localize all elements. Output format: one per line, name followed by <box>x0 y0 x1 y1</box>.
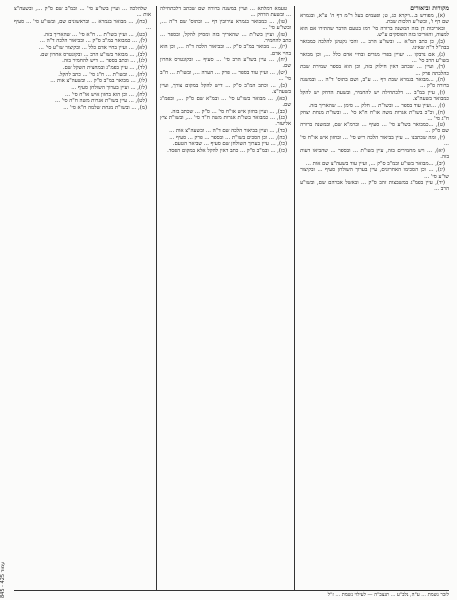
footnote-paragraph: (ו), עיין במ"ב ... דלכתחילה יש להחמיר, ובשעת הדחק יש להקל כמבואר בשעה"צ. <box>300 90 449 103</box>
footnote-paragraph: (כ), ... וכתב המ"ב ס"ק ... דיש להקל במקום צורך, ועיין בשעה"צ. <box>160 82 292 96</box>
footnote-paragraph: (כו), ... עיין בערוך השולחן שם סעיף ... שביאר הטעם. <box>172 141 288 148</box>
footnote-paragraph: (ט), ...כמבואר בשו"ע סי' ... סעיף ... וברמ"א שם, ובמשנה ברורה שם ס"ק ... <box>300 122 449 135</box>
right-column-paragraphs <box>300 13 449 192</box>
footnote-paragraph: (א), מפורש ב...ויקרא כג, ט; ופעמים בעל ר"מ דף ה' ע"א, ובגמרא שם דף ו', ובשו"ע הלכות שבת. <box>300 13 449 26</box>
section-heading: מקורות וביאורים <box>410 6 449 12</box>
footnote-paragraph: (י), ומה שכתבנו ... עיין בביאור הלכה ריש סי' ... ובחזון איש או"ח סי' ... <box>300 135 449 148</box>
footnote-paragraph: (ד), ועיין ... שכתב דאין חילוק בזה, וכן הוא בספר שמירת שבת כהלכתה פרק ... <box>300 64 449 77</box>
middle-column <box>156 6 295 590</box>
footnote-paragraph: (יט), ... ועיין עוד בספר ... פרק ... הערה ..., ובשו"ת ... ח"ב סי' ... <box>160 70 292 83</box>
footnote-paragraph: (ח), וכ"כ בשו"ת אגרות משה או"ח ח"א סי' ... ובשו"ת מנחת יצחק ח"ג סי' ... <box>300 109 449 122</box>
footnote-paragraph: (מ), ... ובשו"ת מנחת שלמה ח"א סי' ... <box>63 104 148 111</box>
footnote-paragraph: (לה), ... ובשו"ת ... ח"ג סי' ... כתב להקל. <box>58 71 148 78</box>
text-columns <box>14 6 449 590</box>
footnote-paragraph: טעמא דמלתא ... ועיין במשנה ברורה שם שכתב דלכתחילה ... ובשעת הדחק ... <box>160 6 292 19</box>
footnote-paragraph: (כה), ... וכן הסכים בשו"ת ... ובספר ... פרק ... סעיף ... <box>169 134 288 141</box>
footnote-paragraph: (לח), ... וכן הוא בחזון איש או"ח סי' ... <box>64 91 148 98</box>
footnote-paragraph: שלהלכה ... ועיין בשו"ע סי' ... ובמ"ב שם ס"ק ..., ובשעה"צ אות ... <box>14 6 152 19</box>
footnote-paragraph: (יב), ...מבואר בשו"ע ובמ"ב ס"ק ..., ועיין עוד בשעה"צ שם אות ... <box>305 160 445 167</box>
footnote-paragraph: (כח), ... מבואר בגמרא ... ובראשונים שם, ובשו"ע סי' ... סעיף ... <box>14 18 152 31</box>
page-number: 845 - 425 עמוד <box>0 561 6 598</box>
footnote-paragraph: (יא), ... ויש מחמירים בזה, עיין בשו"ת ... ובספר ... שהביאו דעות בזה. <box>300 147 449 161</box>
footnote-paragraph: (לא), ... ועיין בחיי אדם כלל ... ובקיצור שו"ע סי' ... <box>38 44 148 51</box>
footnote-paragraph: (ב), כן כתב המ"א ... ובשו"ע הרב ... והכי נקטינן להלכה כמבואר בבה"ל ד"ה שאינו. <box>300 38 449 51</box>
footnote-paragraph: (כז), ... ובמ"ב ס"ק ... כתב דאין להקל אלא במקום הפסד. <box>167 147 288 154</box>
footnote-paragraph: (יג), ... וכן הסכימו האחרונים, עיין בערוך השולחן סעיף ... ובקיצור שו"ע סי' ... <box>300 167 449 180</box>
footnote-paragraph: (ג), אם נדבקו ... יעויין בפרי מגדים ובחיי אדם כלל ..., וכן מבואר בשו"ע הרב סי' ... <box>300 51 449 64</box>
footnote-paragraph: (כד), ... ועיין בביאור הלכה שם ד"ה ... ובשעה"צ אות ... <box>169 127 288 134</box>
footnote-paragraph: (לו), ... מבואר במ"ב ס"ק ... ובשעה"צ אות ... <box>50 78 148 85</box>
left-column <box>14 6 151 590</box>
footnote-paragraph: (יד), עיין בפמ"ג במשבצות זהב ס"ק ... ובאשל אברהם שם, ובשו"ע הרב ... <box>300 180 449 193</box>
left-column-paragraphs <box>14 6 151 111</box>
footnote-paragraph: (יח), ... עיין בשו"ע הרב סי' ... סעיף ... ובקונטרס אחרון שם. <box>160 57 292 70</box>
footnote-paragraph: (לד), ... עיין בפמ"ג ובמחצית השקל שם. <box>62 64 148 71</box>
footnote-paragraph: (טו), ... כמבואר בגמרא עירובין דף ... ובתוס' שם ד"ה ..., ובשו"ע סי' ... <box>160 18 292 31</box>
footnote-paragraph: (לג), ... וכתב בספר ... דיש להחמיר בזה. <box>62 58 148 65</box>
footnote-paragraph: (לט), ... עיין בשו"ת אגרות משה ח"ה סי' ... <box>54 98 148 105</box>
footnote-paragraph: (ל), ... כמבואר במ"ב ס"ק ... ובביאור הלכה ד"ה ... <box>39 38 148 45</box>
footnote-paragraph: (כג), ... כמבואר בשו"ת אגרות משה ח"ד סי' ..., ובשו"ת ציץ אליעזר. <box>160 115 292 128</box>
footnote-paragraph: (כב), ... ועיין בחזון איש או"ח סי' ... ס"ק ... שכתב בזה. <box>170 108 288 115</box>
footnote-paragraph: (ה), ...מבואר בגמרא שבת דף ... ע"ב, ושם בתוס' ד"ה ... ובמשנה ברורה ס"ק ... <box>300 77 449 90</box>
footnote-paragraph: (כט), ... ועיין בשו"ת ... ח"א סי' ... שהאריך בזה. <box>43 31 148 38</box>
footnote-paragraph: (כא), ... מבואר בשו"ע סי' ... ובמ"א שם ס"ק ..., ובפמ"ג שם. <box>160 95 292 108</box>
footnote-paragraph: (לב), ... מבואר בשו"ע הרב ... ובקונטרס אחרון שם. <box>39 51 148 58</box>
footnote-paragraph: ובאריכות דן בזה המשנה ברורה סי' רמז בטעם הדבר שהתירו אם הוא למצוה, והאריכו בזה הפוסקים ע"ש. <box>300 25 449 39</box>
footnote-paragraph: (טז), ועיין בשו"ת ... שהאריך בזה ומסיק להקל, ובספר ... כתב להחמיר. <box>160 31 292 44</box>
middle-column-paragraphs <box>160 6 291 154</box>
footnote-paragraph: (יז), ... מבואר במ"ב ס"ק ... ובביאור הלכה ד"ה ..., וכן הוא בחיי אדם. <box>160 44 292 57</box>
footer-dedication: לזכר נשמת ... ע"ה, נלב"ע ... תנצב"ה — לעילוי נשמת ... ז"ל <box>14 590 449 598</box>
footnote-paragraph: (לז), ... ועיין בערוך השולחן סעיף ... <box>71 84 148 91</box>
right-column <box>300 6 449 590</box>
footnote-paragraph: (ז), ...ועיין עוד בספר ... ובשו"ת ... חלק ... סימן ... שהאריך בזה. <box>308 102 445 109</box>
